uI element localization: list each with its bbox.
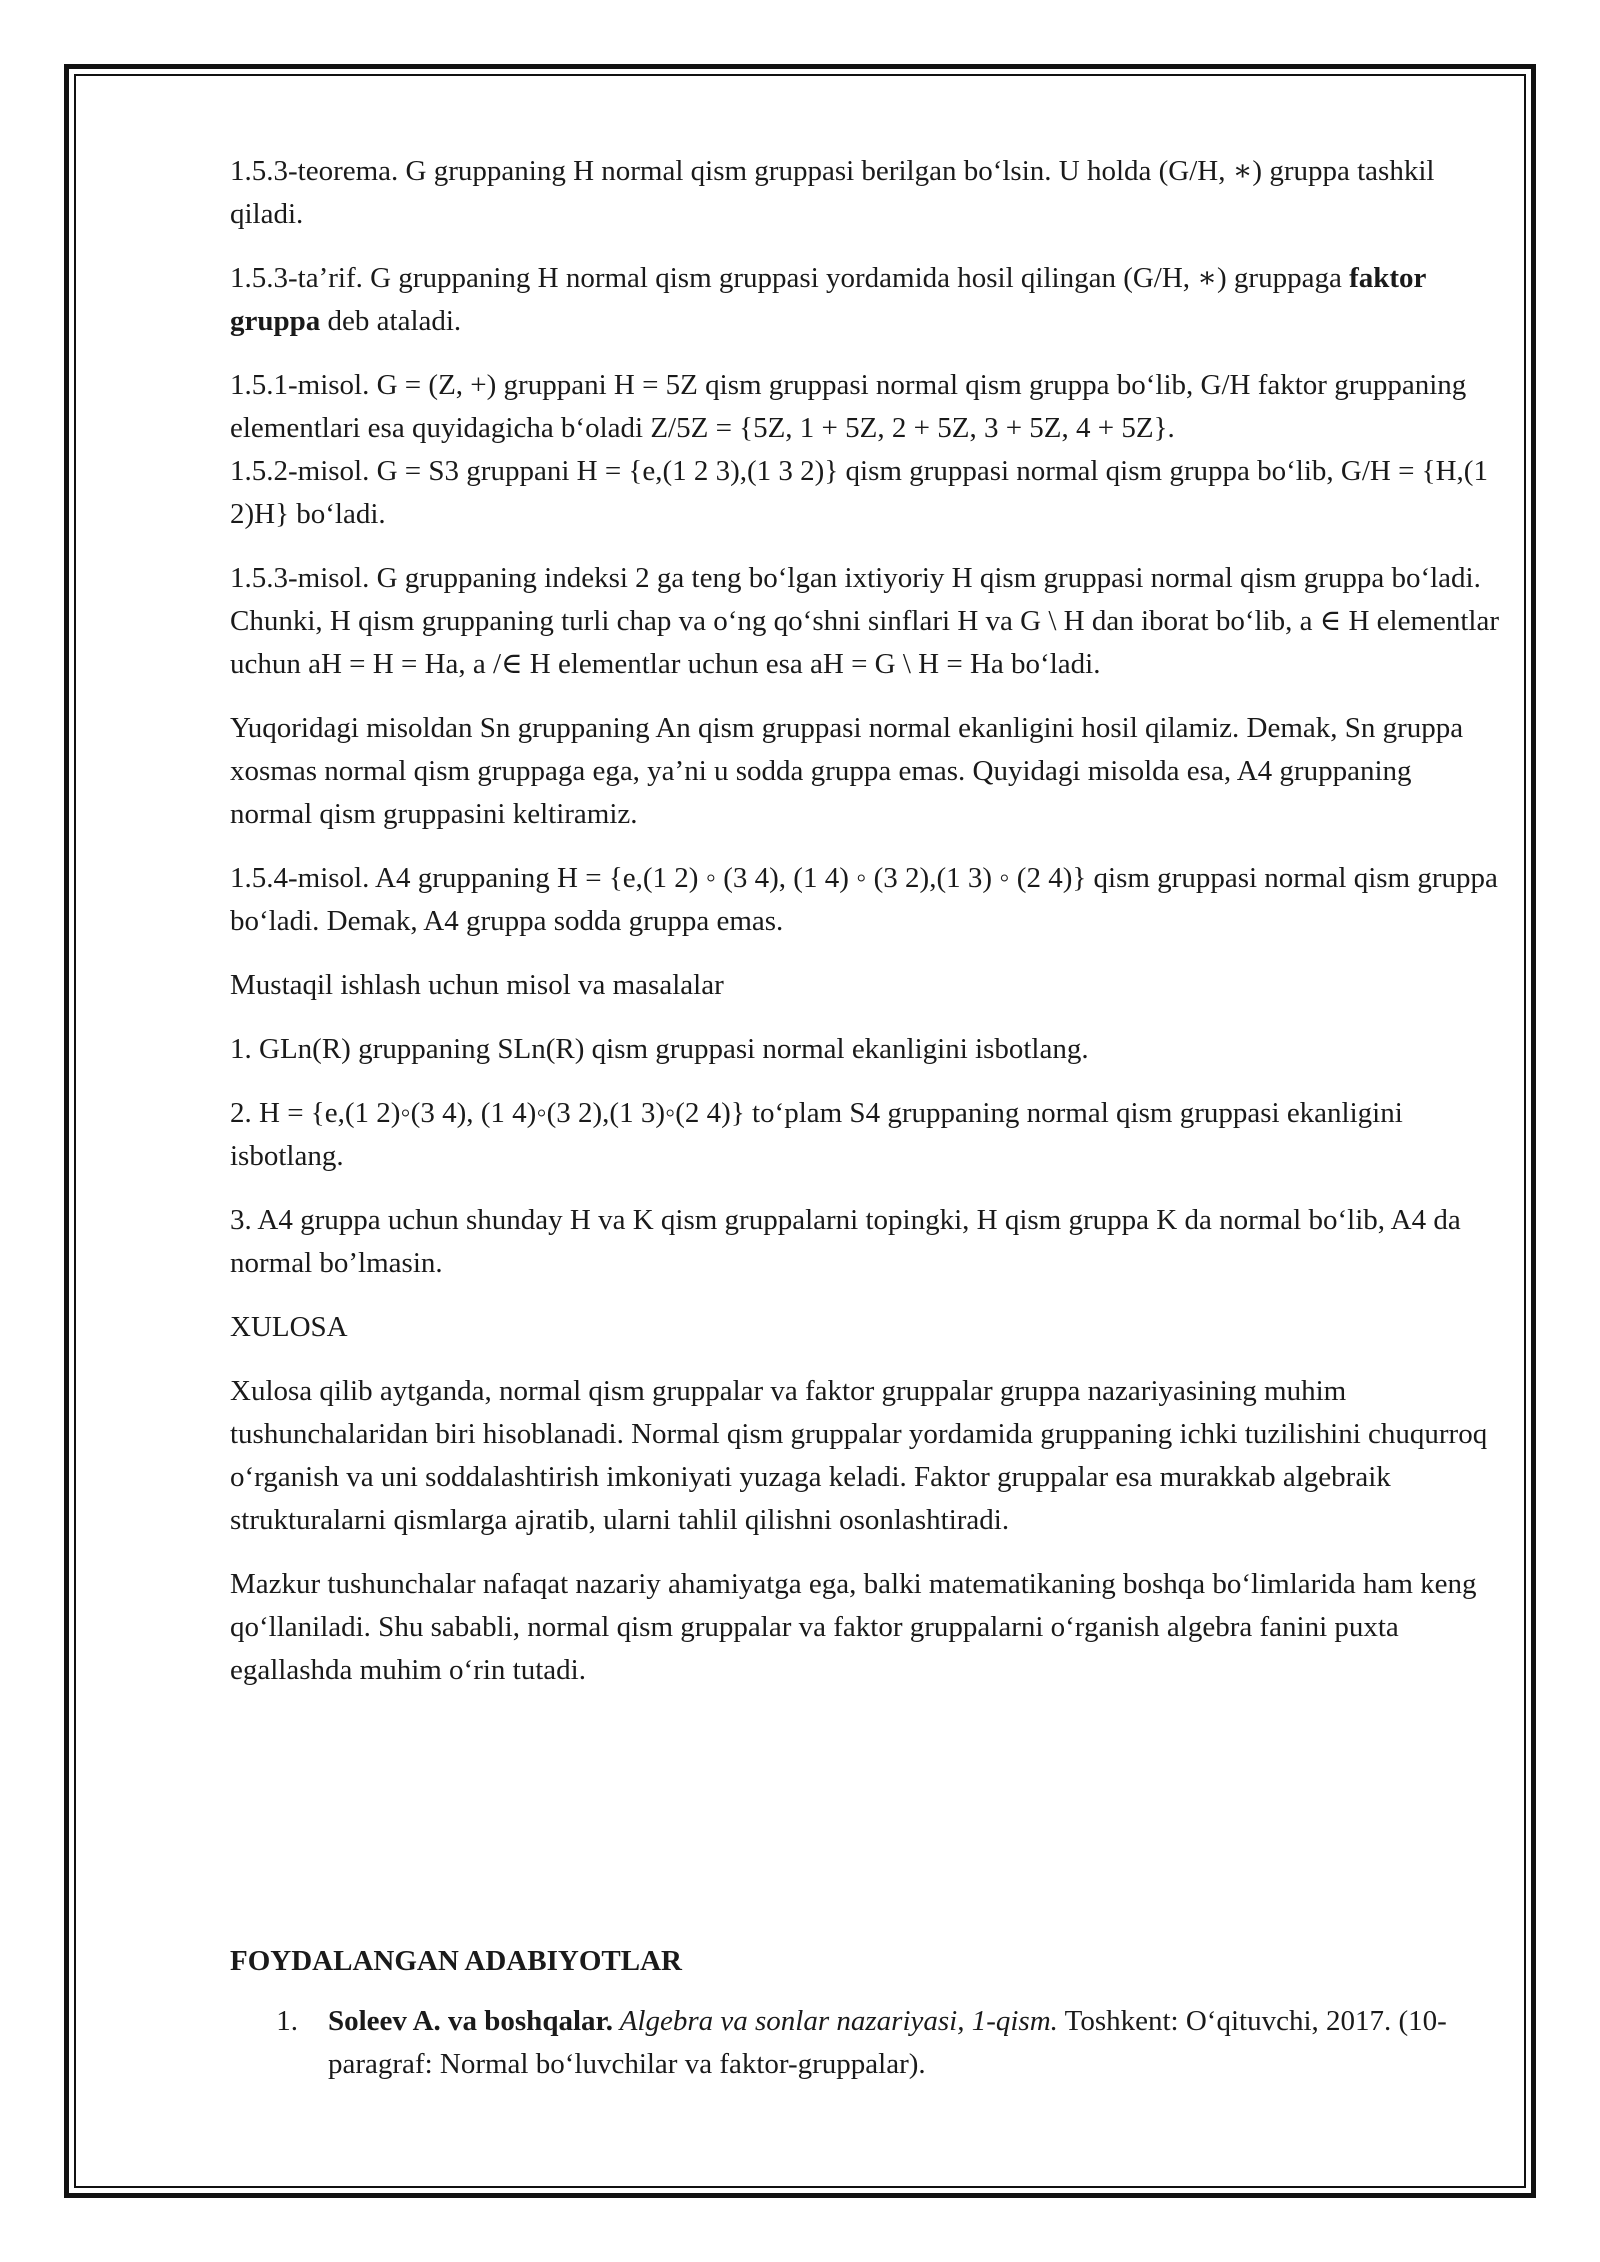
example-1-5-3: 1.5.3-misol. G gruppaning indeksi 2 ga teng bo‘lgan ixtiyoriy H qism gruppasi normal qism gruppa bo‘ladi. Chunki, H qism gruppaning turli chap va o‘ng qo‘shni sinflari H va G \ H dan iborat bo‘lib, a ∈ H elementlar uchun aH = H = Ha, a /∈ H elementlar uchun esa aH = G \ H = Ha bo‘ladi.: [230, 562, 1500, 680]
exercise-2: 2. H = {e,(1 2)◦(3 4), (1 4)◦(3 2),(1 3)◦(2 4)} to‘plam S4 gruppaning normal qism gruppasi ekanligini isbotlang.: [230, 1097, 1403, 1172]
definition-text-end: deb ataladi.: [320, 305, 462, 337]
conclusion-heading: XULOSA: [230, 1311, 348, 1343]
document-body: [230, 150, 1500, 1713]
example-1-5-1: 1.5.1-misol. G = (Z, +) gruppani H = 5Z qism gruppasi normal qism gruppa bo‘lib, G/H faktor gruppaning elementlari esa quyidagicha b‘oladi Z/5Z = {5Z, 1 + 5Z, 2 + 5Z, 3 + 5Z, 4 + 5Z}.: [230, 369, 1467, 444]
reference-author: Soleev A. va boshqalar.: [328, 2005, 613, 2037]
reference-text: [328, 2000, 1500, 2086]
definition-1-5-3: [230, 257, 1500, 343]
reference-publisher: Toshkent: O‘qituvchi, 2017. (10-paragraf: Normal bo‘luvchilar va faktor-gruppalar).: [328, 2005, 1447, 2080]
example-1-5-4: 1.5.4-misol. A4 gruppaning H = {e,(1 2) ◦ (3 4), (1 4) ◦ (3 2),(1 3) ◦ (2 4)} qism gruppasi normal qism gruppa bo‘ladi. Demak, A4 gruppa sodda gruppa emas.: [230, 862, 1498, 937]
example-1-5-2: 1.5.2-misol. G = S3 gruppani H = {e,(1 2 3),(1 3 2)} qism gruppasi normal qism gruppa bo‘lib, G/H = {H,(1 2)H} bo‘ladi.: [230, 455, 1488, 530]
exercises-heading: Mustaqil ishlash uchun misol va masalalar: [230, 969, 724, 1001]
reference-title: Algebra va sonlar nazariyasi, 1-qism.: [612, 2005, 1058, 2037]
definition-text: 1.5.3-ta’rif. G gruppaning H normal qism gruppasi yordamida hosil qilingan (G/H, ∗) gruppaga: [230, 262, 1350, 294]
exercise-1: 1. GLn(R) gruppaning SLn(R) qism gruppasi normal ekanligini isbotlang.: [230, 1033, 1089, 1065]
conclusion-paragraph-2: Mazkur tushunchalar nafaqat nazariy ahamiyatga ega, balki matematikaning boshqa bo‘limlarida ham keng qo‘llaniladi. Shu sababli, normal qism gruppalar va faktor gruppalarni o‘rganish algebra fanini puxta egallashda muhim o‘rin tutadi.: [230, 1568, 1477, 1686]
exercise-3: 3. A4 gruppa uchun shunday H va K qism gruppalarni topingki, H qism gruppa K da normal bo‘lib, A4 da normal bo’lmasin.: [230, 1204, 1461, 1279]
paragraph-sn-gruppa: Yuqoridagi misoldan Sn gruppaning An qism gruppasi normal ekanligini hosil qilamiz. Demak, Sn gruppa xosmas normal qism gruppaga ega, ya’ni u sodda gruppa emas. Quyidagi misolda esa, A4 gruppaning normal qism gruppasini keltiramiz.: [230, 712, 1464, 830]
theorem-1-5-3: 1.5.3-teorema. G gruppaning H normal qism gruppasi berilgan bo‘lsin. U holda (G/H, ∗) gruppa tashkil qiladi.: [230, 155, 1435, 230]
reference-item: [230, 2000, 1500, 2086]
references-list: [230, 2000, 1500, 2086]
conclusion-paragraph-1: Xulosa qilib aytganda, normal qism gruppalar va faktor gruppalar gruppa nazariyasining muhim tushunchalaridan biri hisoblanadi. Normal qism gruppalar yordamida gruppaning ichki tuzilishini chuqurroq o‘rganish va uni soddalashtirish imkoniyati yuzaga keladi. Faktor gruppalar esa murakkab algebraik strukturalarni qismlarga ajratib, ularni tahlil qilishni osonlashtiradi.: [230, 1375, 1488, 1536]
definition-term: faktor gruppa: [230, 262, 1426, 337]
reference-number: 1.: [276, 2005, 298, 2037]
references-heading: FOYDALANGAN ADABIYOTLAR: [230, 1945, 682, 1977]
